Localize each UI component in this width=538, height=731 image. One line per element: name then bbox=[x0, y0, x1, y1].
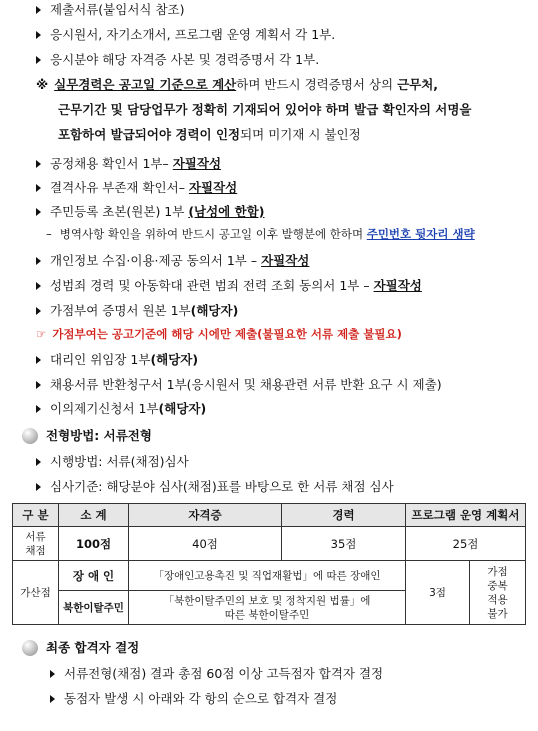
note-line-1 bbox=[36, 75, 438, 93]
list-item-text: 채용서류 반환청구서 1부(응시원서 및 채용관련 서류 반환 요구 시 제출) bbox=[50, 377, 442, 392]
list-item bbox=[36, 350, 198, 368]
row-label: 서류 채점 bbox=[13, 527, 59, 561]
list-item bbox=[36, 251, 309, 269]
list-item bbox=[36, 399, 206, 417]
header-program-plan: 프로그램 운영 계획서 bbox=[406, 504, 526, 527]
note-text: 되며 미기재 시 불인정 bbox=[240, 127, 361, 142]
certificate-cell: 40점 bbox=[129, 527, 282, 561]
bonus-points-cell: 3점 bbox=[406, 561, 470, 625]
list-item-text: 응시원서, 자기소개서, 프로그램 운영 계획서 각 1부. bbox=[50, 27, 336, 42]
list-item bbox=[36, 50, 319, 68]
list-item-text: 응시분야 해당 자격증 사본 및 경력증명서 각 1부. bbox=[50, 52, 320, 67]
list-item bbox=[36, 301, 238, 319]
list-item bbox=[36, 202, 264, 220]
warning-line bbox=[36, 326, 402, 342]
male-only-note: (남성에 한함) bbox=[188, 204, 265, 219]
sub-note bbox=[46, 226, 475, 242]
list-item-text: 이의제기신청서 1부 bbox=[50, 401, 159, 416]
triangle-bullet-icon bbox=[36, 56, 41, 64]
header-career: 경력 bbox=[282, 504, 406, 527]
bonus-type-cell: 장 애 인 bbox=[59, 561, 129, 591]
list-item-text: 대리인 위임장 1부 bbox=[50, 352, 151, 367]
triangle-bullet-icon bbox=[36, 160, 41, 168]
handwrite-required: 자필작성 bbox=[373, 278, 422, 293]
list-item-text: 제출서류(붙임서식 참조) bbox=[50, 2, 185, 17]
triangle-bullet-icon bbox=[36, 458, 41, 466]
section-heading-text: 전형방법: 서류전형 bbox=[46, 428, 152, 443]
triangle-bullet-icon bbox=[36, 282, 41, 290]
section-heading bbox=[22, 638, 139, 657]
triangle-bullet-icon bbox=[36, 6, 41, 14]
table-header-row bbox=[13, 504, 526, 527]
header-certificate: 자격증 bbox=[129, 504, 282, 527]
triangle-bullet-icon bbox=[36, 257, 41, 265]
note-line-3 bbox=[58, 125, 361, 143]
note-line-2: 근무기간 및 담당업무가 정확히 기재되어 있어야 하며 발급 확인자의 서명을 bbox=[58, 102, 472, 117]
applicable-note: (해당자) bbox=[158, 401, 207, 416]
applicable-note: (해당자) bbox=[190, 303, 239, 318]
list-item bbox=[36, 452, 189, 470]
list-item-text: 시행방법: 서류(채점)심사 bbox=[50, 454, 189, 469]
warning-text: 가점부여는 공고기준에 해당 시에만 제출(불필요한 서류 제출 불필요) bbox=[52, 327, 402, 341]
list-item bbox=[36, 276, 422, 294]
list-item-text: 주민등록 초본(원본) 1부 bbox=[50, 204, 189, 219]
list-item-text: 동점자 발생 시 아래와 각 항의 순으로 합격자 결정 bbox=[64, 691, 338, 706]
pointing-hand-icon: ☞ bbox=[36, 327, 47, 341]
list-item-text: 가점부여 증명서 원본 1부 bbox=[50, 303, 191, 318]
list-item bbox=[36, 25, 335, 43]
list-item bbox=[36, 154, 221, 172]
section-heading bbox=[22, 426, 152, 445]
bonus-type-cell: 북한이탈주민 bbox=[59, 591, 129, 625]
circle-bullet-icon bbox=[22, 640, 38, 656]
list-item-text: 공정채용 확인서 1부– bbox=[50, 156, 173, 171]
note-emphasis: 포함하여 발급되어야 경력이 인정 bbox=[58, 127, 241, 142]
list-item bbox=[36, 375, 442, 393]
header-category: 구 분 bbox=[13, 504, 59, 527]
list-item-text: 결격사유 부존재 확인서– bbox=[50, 180, 189, 195]
triangle-bullet-icon bbox=[36, 307, 41, 315]
note-emphasis: 근무처, bbox=[397, 77, 439, 92]
bonus-desc-cell: 「장애인고용촉진 및 직업재활법」에 따른 장애인 bbox=[129, 561, 406, 591]
sub-note-emphasis: 주민번호 뒷자리 생략 bbox=[366, 227, 475, 241]
triangle-bullet-icon bbox=[50, 695, 55, 703]
list-item bbox=[36, 0, 184, 18]
dash-icon: – bbox=[46, 227, 52, 241]
list-item-text: 개인정보 수집·이용·제공 동의서 1부 – bbox=[50, 253, 262, 268]
table-row bbox=[13, 561, 526, 591]
triangle-bullet-icon bbox=[36, 405, 41, 413]
bonus-desc-cell: 「북한이탈주민의 보호 및 정착지원 법률」에 따른 북한이탈주민 bbox=[129, 591, 406, 625]
list-item bbox=[36, 178, 237, 196]
sub-note-text: 병역사항 확인을 위하여 반드시 공고일 이후 발행분에 한하며 bbox=[59, 227, 367, 241]
triangle-bullet-icon bbox=[36, 31, 41, 39]
table-row bbox=[13, 527, 526, 561]
list-item-text: 심사기준: 해당분야 심사(채점)표를 바탕으로 한 서류 채점 심사 bbox=[50, 479, 394, 494]
triangle-bullet-icon bbox=[36, 381, 41, 389]
subtotal-cell: 100점 bbox=[59, 527, 129, 561]
triangle-bullet-icon bbox=[36, 356, 41, 364]
handwrite-required: 자필작성 bbox=[172, 156, 222, 171]
triangle-bullet-icon bbox=[36, 184, 41, 192]
reference-mark-icon: ※ bbox=[36, 77, 49, 92]
triangle-bullet-icon bbox=[50, 670, 55, 678]
plan-cell: 25점 bbox=[406, 527, 526, 561]
score-table bbox=[12, 503, 526, 625]
note-text: 하며 반드시 경력증명서 상의 bbox=[236, 77, 398, 92]
applicable-note: (해당자) bbox=[150, 352, 199, 367]
list-item-text: 성범죄 경력 및 아동학대 관련 범죄 전력 조회 동의서 1부 – bbox=[50, 278, 374, 293]
bonus-note-cell: 가점 중복 적용 불가 bbox=[470, 561, 526, 625]
section-heading-text: 최종 합격자 결정 bbox=[46, 640, 140, 655]
list-item bbox=[50, 664, 383, 682]
note-emphasis: 실무경력은 공고일 기준으로 계산 bbox=[54, 77, 237, 92]
circle-bullet-icon bbox=[22, 428, 38, 444]
career-cell: 35점 bbox=[282, 527, 406, 561]
list-item bbox=[36, 477, 394, 495]
row-label: 가산점 bbox=[13, 561, 59, 625]
triangle-bullet-icon bbox=[36, 483, 41, 491]
handwrite-required: 자필작성 bbox=[188, 180, 238, 195]
list-item-text: 서류전형(채점) 결과 총점 60점 이상 고득점자 합격자 결정 bbox=[64, 666, 384, 681]
handwrite-required: 자필작성 bbox=[261, 253, 310, 268]
header-subtotal: 소 계 bbox=[59, 504, 129, 527]
triangle-bullet-icon bbox=[36, 208, 41, 216]
list-item bbox=[50, 689, 337, 707]
